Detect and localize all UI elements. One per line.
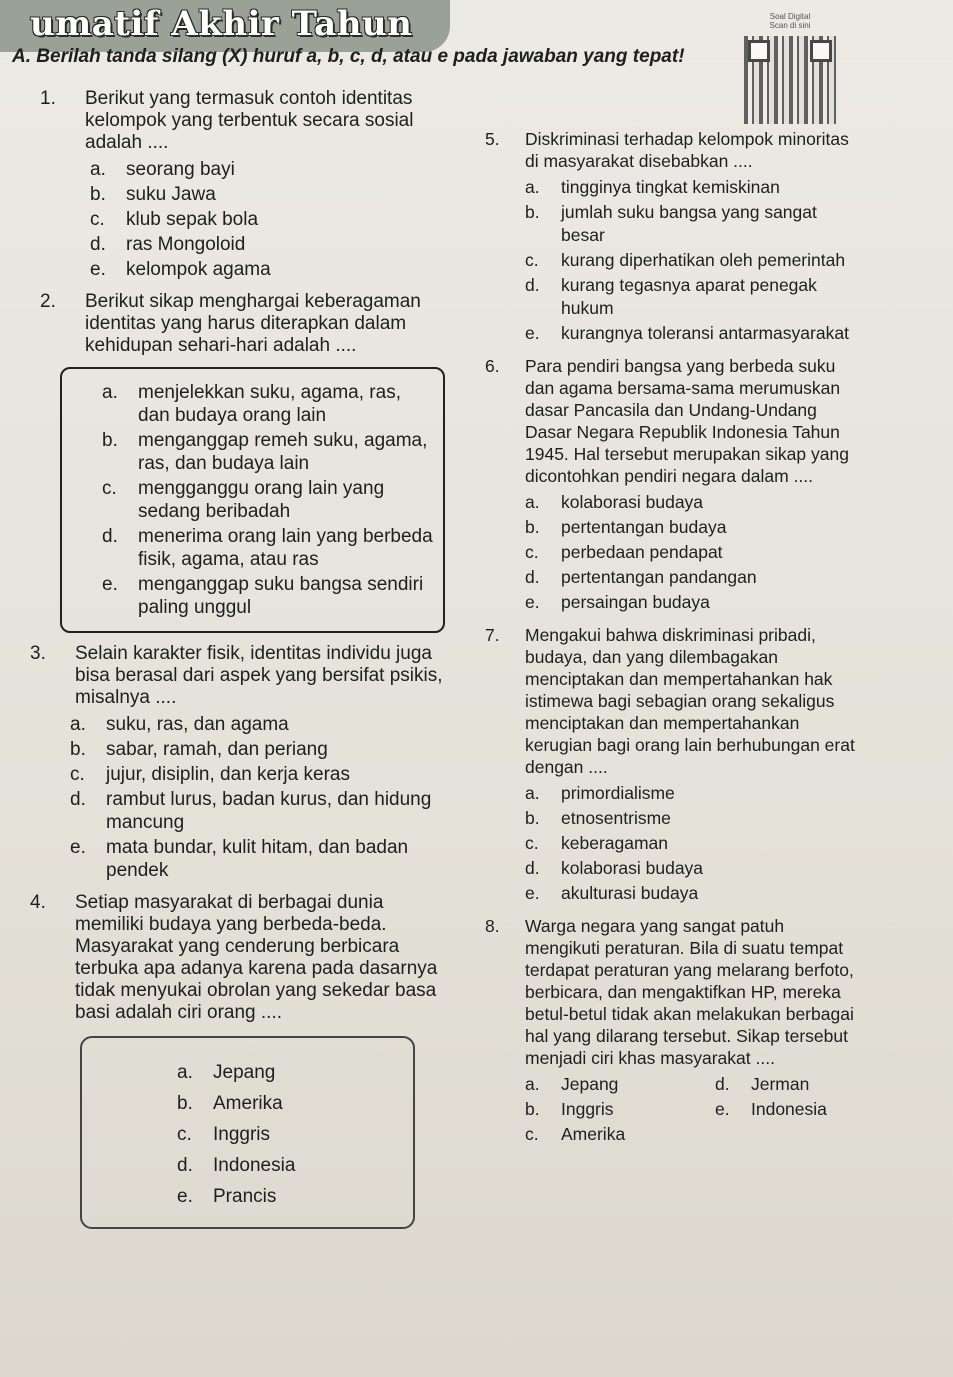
- option-text: Indonesia: [751, 1099, 827, 1119]
- option-a[interactable]: [525, 1073, 715, 1096]
- question-stem: Berikut yang termasuk contoh identitas kelompok yang terbentuk secara sosial adalah ....: [85, 88, 414, 153]
- question-7: [485, 624, 855, 905]
- option-letter: a.: [525, 492, 540, 512]
- option-text: tingginya tingkat kemiskinan: [561, 177, 780, 197]
- option-letter: b.: [525, 808, 540, 828]
- option-box: [60, 367, 445, 633]
- option-text: kurang diperhatikan oleh pemerintah: [561, 250, 846, 270]
- option-e[interactable]: [525, 591, 855, 614]
- option-text: Jepang: [561, 1074, 619, 1094]
- option-b[interactable]: [177, 1089, 403, 1118]
- option-text: seorang bayi: [126, 159, 235, 180]
- option-text: pertentangan pandangan: [561, 567, 757, 587]
- option-text: menjelekkan suku, agama, ras, dan budaya orang lain: [138, 382, 401, 426]
- option-a[interactable]: [525, 176, 855, 199]
- question-5: [485, 128, 855, 345]
- qr-code-icon: [744, 36, 836, 124]
- question-number: 7.: [485, 625, 500, 645]
- question-stem: Mengakui bahwa diskriminasi pribadi, budaya, dan yang dilembagakan menciptakan dan mempertahankan hak istimewa bagi sebagian orang sekaligus menciptakan dan mempertahankan kerugian bagi orang lain berhubungan erat dengan ....: [525, 625, 855, 777]
- option-text: akulturasi budaya: [561, 883, 699, 903]
- option-b[interactable]: [525, 516, 855, 539]
- option-list: [40, 158, 445, 281]
- option-e[interactable]: [525, 882, 855, 905]
- option-c[interactable]: [525, 249, 855, 272]
- question-3: [30, 643, 445, 882]
- question-number: 6.: [485, 356, 500, 376]
- option-letter: c.: [525, 542, 539, 562]
- question-2: [40, 291, 445, 633]
- option-letter: b.: [177, 1093, 193, 1114]
- option-text: perbedaan pendapat: [561, 542, 723, 562]
- option-letter: e.: [525, 323, 540, 343]
- option-letter: a.: [525, 783, 540, 803]
- option-text: suku, ras, dan agama: [106, 714, 289, 735]
- option-text: menganggap suku bangsa sendiri paling unggul: [138, 574, 424, 618]
- option-text: pertentangan budaya: [561, 517, 727, 537]
- option-letter: e.: [525, 592, 540, 612]
- option-text: kolaborasi budaya: [561, 858, 704, 878]
- option-letter: c.: [525, 833, 539, 853]
- option-text: keberagaman: [561, 833, 669, 853]
- option-letter: b.: [525, 202, 540, 222]
- option-text: kurang tegasnya aparat penegak hukum: [561, 275, 817, 318]
- option-b[interactable]: [525, 1098, 715, 1121]
- option-letter: a.: [102, 382, 118, 403]
- option-c[interactable]: [525, 1123, 715, 1146]
- option-text: primordialisme: [561, 783, 675, 803]
- question-stem: Para pendiri bangsa yang berbeda suku dan agama bersama-sama merumuskan dasar Pancasila dan Undang-Undang Dasar Negara Republik Indonesia Tahun 1945. Hal tersebut merupakan sikap yang dicontohkan pendiri negara dalam ....: [525, 356, 849, 486]
- option-text: Amerika: [561, 1124, 626, 1144]
- option-text: Jepang: [213, 1062, 276, 1083]
- option-text: kolaborasi budaya: [561, 492, 704, 512]
- option-text: Inggris: [561, 1099, 614, 1119]
- option-letter: e.: [177, 1186, 193, 1207]
- option-c[interactable]: [90, 208, 445, 231]
- option-c[interactable]: [525, 541, 855, 564]
- left-column: [30, 88, 445, 1239]
- option-text: jujur, disiplin, dan kerja keras: [106, 764, 350, 785]
- option-letter: c.: [90, 209, 105, 230]
- option-letter: c.: [177, 1124, 192, 1145]
- option-letter: b.: [70, 739, 86, 760]
- option-text: Jerman: [751, 1074, 810, 1094]
- option-e[interactable]: [715, 1098, 885, 1121]
- option-list: [485, 491, 855, 614]
- option-d[interactable]: [70, 788, 445, 834]
- question-number: 1.: [40, 88, 56, 109]
- option-letter: d.: [525, 567, 540, 587]
- option-d[interactable]: [715, 1073, 885, 1096]
- option-text: rambut lurus, badan kurus, dan hidung mancung: [106, 789, 432, 833]
- question-6: [485, 355, 855, 614]
- option-letter: d.: [90, 234, 106, 255]
- qr-code-block: [740, 12, 840, 124]
- option-b[interactable]: [525, 807, 855, 830]
- option-letter: c.: [70, 764, 85, 785]
- option-d[interactable]: [102, 525, 433, 571]
- option-letter: a.: [70, 714, 86, 735]
- question-number: 5.: [485, 129, 500, 149]
- option-text: mengganggu orang lain yang sedang beribadah: [138, 478, 385, 522]
- option-b[interactable]: [525, 201, 855, 247]
- option-a[interactable]: [177, 1058, 403, 1087]
- option-letter: e.: [70, 837, 86, 858]
- option-a[interactable]: [102, 381, 433, 427]
- option-letter: e.: [715, 1099, 730, 1119]
- option-a[interactable]: [70, 713, 445, 736]
- option-b[interactable]: [90, 183, 445, 206]
- option-list: [485, 782, 855, 905]
- question-number: 2.: [40, 291, 56, 312]
- question-number: 8.: [485, 916, 500, 936]
- option-text: Amerika: [213, 1093, 283, 1114]
- question-stem: Selain karakter fisik, identitas individu juga bisa berasal dari aspek yang bersifat psikis, misalnya ....: [75, 643, 443, 708]
- option-d[interactable]: [525, 857, 855, 880]
- question-stem: Setiap masyarakat di berbagai dunia memiliki budaya yang berbeda-beda. Masyarakat yang cenderung berbicara terbuka apa adanya karena pada dasarnya tidak menyukai obrolan yang sekedar basa basi adalah ciri orang ....: [75, 892, 438, 1023]
- option-text: Indonesia: [213, 1155, 296, 1176]
- option-a[interactable]: [525, 491, 855, 514]
- option-c[interactable]: [70, 763, 445, 786]
- option-letter: c.: [525, 1124, 539, 1144]
- question-stem: Warga negara yang sangat patuh mengikuti peraturan. Bila di suatu tempat terdapat peraturan yang melarang berfoto, berbicara, dan mengaktifkan HP, mereka betul-betul tidak akan melakukan berbagai hal yang dilarang tersebut. Sikap tersebut menjadi ciri khas masyarakat ....: [525, 916, 854, 1068]
- option-text: menganggap remeh suku, agama, ras, dan budaya lain: [138, 430, 428, 474]
- option-letter: d.: [525, 275, 540, 295]
- option-a[interactable]: [90, 158, 445, 181]
- option-letter: d.: [177, 1155, 193, 1176]
- option-letter: b.: [525, 517, 540, 537]
- option-d[interactable]: [525, 566, 855, 589]
- option-text: suku Jawa: [126, 184, 216, 205]
- option-e[interactable]: [177, 1182, 403, 1211]
- option-text: kelompok agama: [126, 259, 271, 280]
- option-letter: e.: [90, 259, 106, 280]
- option-c[interactable]: [525, 832, 855, 855]
- option-box: [80, 1036, 415, 1229]
- qr-sublabel: Scan di sini: [769, 21, 811, 30]
- title-banner: [0, 0, 450, 52]
- option-list: [82, 1058, 403, 1211]
- option-letter: d.: [102, 526, 118, 547]
- option-e[interactable]: [70, 836, 445, 882]
- option-c[interactable]: [102, 477, 433, 523]
- question-stem: Berikut sikap menghargai keberagaman identitas yang harus diterapkan dalam kehidupan sehari-hari adalah ....: [85, 291, 421, 356]
- option-letter: d.: [525, 858, 540, 878]
- option-letter: b.: [102, 430, 118, 451]
- option-text: klub sepak bola: [126, 209, 259, 230]
- option-letter: a.: [525, 177, 540, 197]
- option-c[interactable]: [177, 1120, 403, 1149]
- option-d[interactable]: [90, 233, 445, 256]
- option-d[interactable]: [525, 274, 855, 320]
- option-e[interactable]: [525, 322, 855, 345]
- question-stem: Diskriminasi terhadap kelompok minoritas di masyarakat disebabkan ....: [525, 129, 849, 171]
- option-text: sabar, ramah, dan periang: [106, 739, 328, 760]
- option-letter: c.: [525, 250, 539, 270]
- option-letter: b.: [525, 1099, 540, 1119]
- option-list: [30, 713, 445, 882]
- option-letter: a.: [177, 1062, 193, 1083]
- question-8: [485, 915, 855, 1148]
- option-list: [485, 176, 855, 345]
- option-letter: c.: [102, 478, 117, 499]
- option-text: Inggris: [213, 1124, 271, 1145]
- option-text: menerima orang lain yang berbeda fisik, agama, atau ras: [138, 526, 433, 570]
- option-d[interactable]: [177, 1151, 403, 1180]
- qr-label: Soal Digital: [769, 12, 811, 21]
- question-number: 4.: [30, 892, 46, 913]
- page-title: umatif Akhir Tahun: [30, 4, 413, 44]
- right-column: [485, 128, 855, 1158]
- option-text: mata bundar, kulit hitam, dan badan pendek: [106, 837, 409, 881]
- option-b[interactable]: [70, 738, 445, 761]
- option-text: jumlah suku bangsa yang sangat besar: [561, 202, 817, 245]
- option-list: [62, 381, 433, 619]
- option-letter: d.: [70, 789, 86, 810]
- option-text: etnosentrisme: [561, 808, 671, 828]
- question-number: 3.: [30, 643, 46, 664]
- option-text: ras Mongoloid: [126, 234, 246, 255]
- question-4: [30, 892, 445, 1229]
- option-a[interactable]: [525, 782, 855, 805]
- option-letter: e.: [102, 574, 118, 595]
- option-letter: e.: [525, 883, 540, 903]
- option-e[interactable]: [102, 573, 433, 619]
- option-text: kurangnya toleransi antarmasyarakat: [561, 323, 849, 343]
- question-1: [40, 88, 445, 281]
- option-text: persaingan budaya: [561, 592, 710, 612]
- option-letter: b.: [90, 184, 106, 205]
- option-letter: a.: [525, 1074, 540, 1094]
- option-letter: d.: [715, 1074, 730, 1094]
- section-instruction: A. Berilah tanda silang (X) huruf a, b, c, d, atau e pada jawaban yang tepat!: [12, 46, 685, 67]
- option-letter: a.: [90, 159, 106, 180]
- option-b[interactable]: [102, 429, 433, 475]
- option-list: [485, 1073, 855, 1148]
- option-e[interactable]: [90, 258, 445, 281]
- option-text: Prancis: [213, 1186, 277, 1207]
